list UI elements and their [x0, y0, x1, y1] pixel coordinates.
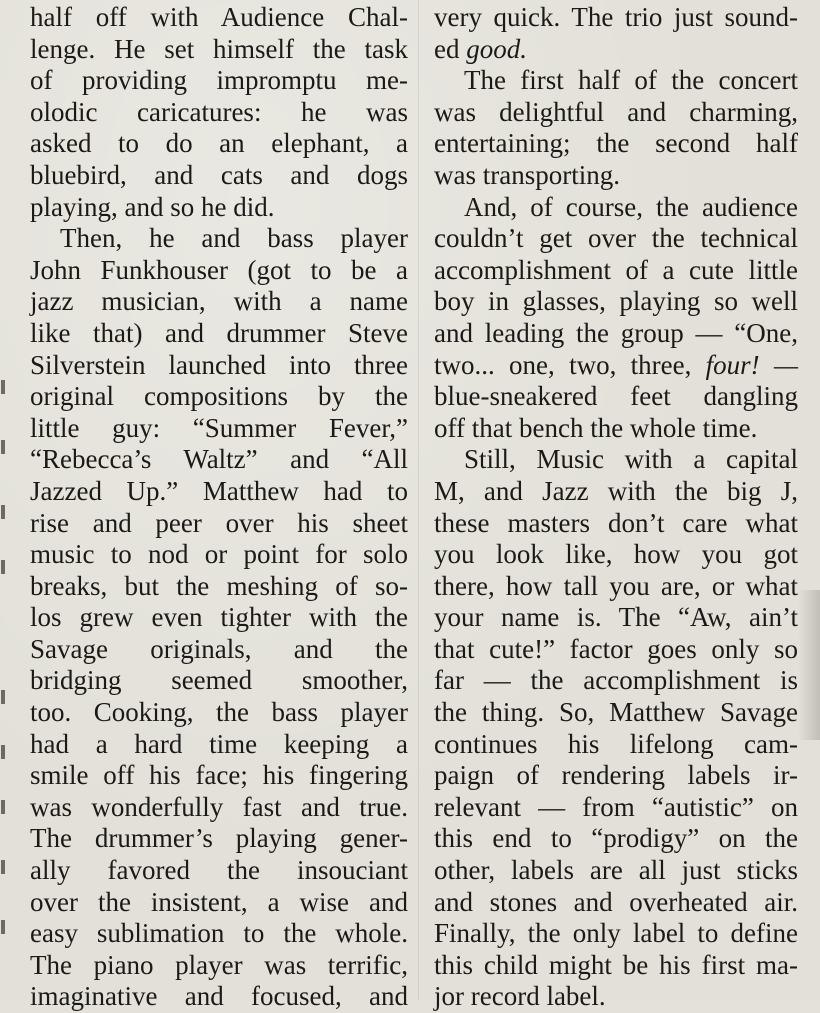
- article-text-line: [434, 255, 798, 287]
- article-text-line: [30, 508, 408, 540]
- line-text: Jazzed Up.” Matthew had to: [30, 475, 408, 506]
- line-text: other, labels are all just sticks: [434, 855, 798, 886]
- article-text-line: [30, 950, 408, 982]
- line-text: far — the accomplishment is: [434, 665, 798, 696]
- article-text-line: [434, 223, 798, 255]
- article-text-line: [434, 792, 798, 824]
- line-text: accomplishment of a cute little: [434, 254, 798, 285]
- article-text-line: [30, 381, 408, 413]
- line-text: there, how tall you are, or what: [434, 570, 798, 601]
- line-text: Still, Music with a capital: [464, 444, 798, 475]
- line-text: and leading the group — “One,: [434, 317, 798, 348]
- line-text: off that bench the whole time.: [434, 412, 758, 443]
- article-text-line: [30, 887, 408, 919]
- article-text-line: [434, 413, 798, 445]
- article-text-line: [30, 855, 408, 887]
- line-text: easy sublimation to the whole.: [30, 918, 408, 949]
- article-text-line: [434, 823, 798, 855]
- line-text: Silverstein launched into three: [30, 349, 408, 380]
- line-text: was delightful and charming,: [434, 96, 798, 127]
- line-text: entertaining; the second half: [434, 128, 798, 159]
- line-text: little guy: “Summer Fever,”: [30, 412, 408, 443]
- line-text: imaginative and focused, and: [30, 981, 408, 1012]
- article-text-line: [434, 97, 798, 129]
- line-text: boy in glasses, playing so well: [434, 286, 798, 317]
- emphasized-text: good.: [466, 33, 527, 64]
- line-text: continues his lifelong cam-: [434, 728, 798, 759]
- line-text: blue-sneakered feet dangling: [434, 381, 798, 412]
- line-text: had a hard time keeping a: [30, 728, 408, 759]
- facing-page-bleed: [798, 590, 820, 740]
- article-text-line: [30, 192, 408, 224]
- line-text: these masters don’t care what: [434, 507, 798, 538]
- emphasized-text: four! —: [705, 349, 798, 380]
- article-text-line: [30, 65, 408, 97]
- article-text-line: [30, 539, 408, 571]
- article-text-line: [434, 350, 798, 382]
- article-text-line: [30, 34, 408, 66]
- line-text: this end to “prodigy” on the: [434, 823, 798, 854]
- column-gutter: [418, 0, 419, 1000]
- line-text: paign of rendering labels ir-: [434, 760, 798, 791]
- line-text: And, of course, the audience: [464, 191, 798, 222]
- article-text-line: [434, 697, 798, 729]
- article-text-line: [434, 539, 798, 571]
- line-text: “Rebecca’s Waltz” and “All: [30, 444, 408, 475]
- article-text-line: [30, 444, 408, 476]
- line-text: John Funkhouser (got to be a: [30, 254, 408, 285]
- article-text-line: [30, 760, 408, 792]
- article-text-line: [30, 571, 408, 603]
- article-column-right: [434, 2, 798, 1013]
- line-text: two... one, two, three,: [434, 349, 706, 380]
- article-text-line: [434, 2, 798, 34]
- line-text: ally favored the insouciant: [30, 855, 408, 886]
- line-text: this child might be his first ma-: [434, 949, 798, 980]
- line-text: ed: [434, 33, 467, 64]
- article-text-line: [434, 950, 798, 982]
- line-text: too. Cooking, the bass player: [30, 697, 408, 728]
- line-text: of providing impromptu me-: [30, 65, 408, 96]
- line-text: playing, and so he did.: [30, 191, 275, 222]
- line-text: los grew even tighter with the: [30, 602, 408, 633]
- line-text: rise and peer over his sheet: [30, 507, 408, 538]
- article-text-line: [30, 823, 408, 855]
- line-text: jor record label.: [434, 981, 606, 1012]
- line-text: smile off his face; his fingering: [30, 760, 408, 791]
- article-text-line: [434, 318, 798, 350]
- article-text-line: [30, 223, 408, 255]
- line-text: bluebird, and cats and dogs: [30, 159, 408, 190]
- line-text: Then, he and bass player: [60, 223, 408, 254]
- line-text: Savage originals, and the: [30, 633, 408, 664]
- line-text: relevant — from “autistic” on: [434, 791, 798, 822]
- line-text: The drummer’s playing gener-: [30, 823, 408, 854]
- article-text-line: [434, 855, 798, 887]
- article-text-line: [434, 729, 798, 761]
- article-text-line: [434, 665, 798, 697]
- left-edge-print-marks: [0, 0, 8, 1000]
- article-text-line: [434, 887, 798, 919]
- line-text: was transporting.: [434, 159, 620, 190]
- line-text: was wonderfully fast and true.: [30, 791, 408, 822]
- line-text: couldn’t get over the technical: [434, 223, 798, 254]
- article-text-line: [30, 255, 408, 287]
- article-text-line: [30, 602, 408, 634]
- line-text: the thing. So, Matthew Savage: [434, 697, 798, 728]
- line-text: lenge. He set himself the task: [30, 33, 408, 64]
- line-text: that cute!” factor goes only so: [434, 633, 798, 664]
- article-text-line: [434, 571, 798, 603]
- line-text: very quick. The trio just sound-: [434, 2, 798, 32]
- article-text-line: [434, 128, 798, 160]
- line-text: over the insistent, a wise and: [30, 886, 408, 917]
- article-text-line: [30, 2, 408, 34]
- article-text-line: [434, 476, 798, 508]
- article-text-line: [434, 634, 798, 666]
- article-text-line: [30, 160, 408, 192]
- article-text-line: [30, 792, 408, 824]
- line-text: half off with Audience Chal-: [30, 2, 408, 32]
- article-text-line: [30, 918, 408, 950]
- article-text-line: [30, 981, 408, 1013]
- line-text: you look like, how you got: [434, 539, 798, 570]
- article-text-line: [434, 444, 798, 476]
- article-text-line: [30, 634, 408, 666]
- line-text: The piano player was terrific,: [30, 949, 408, 980]
- line-text: original compositions by the: [30, 381, 408, 412]
- article-text-line: [434, 286, 798, 318]
- line-text: your name is. The “Aw, ain’t: [434, 602, 798, 633]
- line-text: asked to do an elephant, a: [30, 128, 408, 159]
- line-text: Finally, the only label to define: [434, 918, 798, 949]
- line-text: like that) and drummer Steve: [30, 317, 408, 348]
- article-text-line: [434, 160, 798, 192]
- article-text-line: [30, 413, 408, 445]
- line-text: M, and Jazz with the big J,: [434, 475, 798, 506]
- line-text: The first half of the concert: [464, 65, 798, 96]
- article-text-line: [434, 602, 798, 634]
- article-text-line: [434, 381, 798, 413]
- article-text-line: [434, 192, 798, 224]
- article-text-line: [434, 508, 798, 540]
- article-text-line: [434, 34, 798, 66]
- article-text-line: [30, 665, 408, 697]
- line-text: olodic caricatures: he was: [30, 96, 408, 127]
- line-text: bridging seemed smoother,: [30, 665, 408, 696]
- article-column-left: [30, 2, 408, 1013]
- line-text: music to nod or point for solo: [30, 539, 408, 570]
- article-text-line: [30, 697, 408, 729]
- article-text-line: [434, 760, 798, 792]
- line-text: and stones and overheated air.: [434, 886, 798, 917]
- article-text-line: [434, 65, 798, 97]
- article-text-line: [30, 97, 408, 129]
- article-text-line: [30, 286, 408, 318]
- article-text-line: [30, 476, 408, 508]
- article-text-line: [30, 729, 408, 761]
- article-text-line: [30, 318, 408, 350]
- line-text: breaks, but the meshing of so-: [30, 570, 408, 601]
- article-text-line: [30, 128, 408, 160]
- article-text-line: [434, 981, 798, 1013]
- article-text-line: [30, 350, 408, 382]
- article-text-line: [434, 918, 798, 950]
- line-text: jazz musician, with a name: [30, 286, 408, 317]
